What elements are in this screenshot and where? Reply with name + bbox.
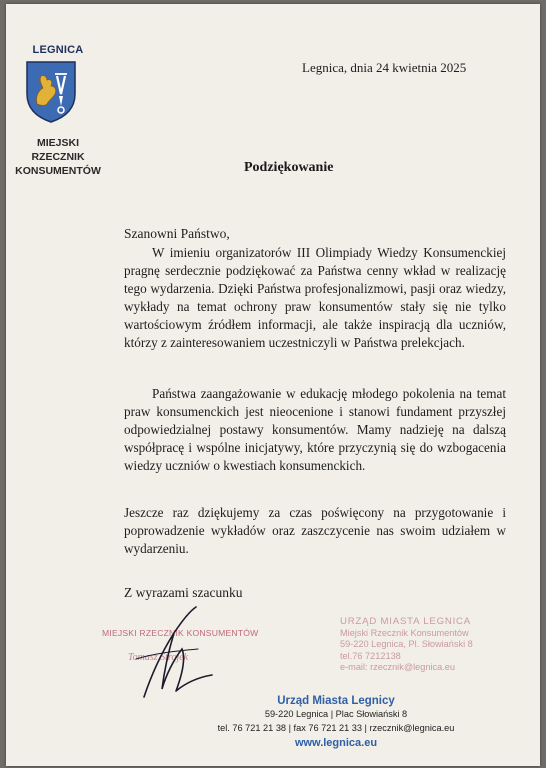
office-name <box>8 136 108 178</box>
office-line-3: KONSUMENTÓW <box>15 165 101 177</box>
footer-website-link[interactable]: www.legnica.eu <box>294 737 378 749</box>
letterhead <box>6 4 120 194</box>
footer-contact: tel. 76 721 21 38 | fax 76 721 21 33 | rzecznik@legnica.eu <box>217 723 455 733</box>
signature-stamp-title: MIEJSKI RZECZNIK KONSUMENTÓW <box>102 628 259 638</box>
letter-date: Legnica, dnia 24 kwietnia 2025 <box>302 60 467 75</box>
office-stamp-line-2: Miejski Rzecznik Konsumentów <box>340 627 469 638</box>
paragraph-1: W imieniu organizatorów III Olimpiady Wiedzy Konsumenckiej pragnę serdecznie podziękować za Państwa cenny wkład w realizację tego wydarzenia. Dzięki Państwa profesjonalizmowi, pasji oraz wiedzy, wykłady na temat ochrony praw konsumentów stały się nie tylko wartościowym źródłem informacji, ale także inspiracją dla uczniów, którzy z zainteresowaniem uczestniczyli w Państwa prelekcjach. <box>124 245 506 350</box>
city-name: LEGNICA <box>32 44 84 56</box>
footer-address: 59-220 Legnica | Plac Słowiański 8 <box>264 709 408 719</box>
footer-institution: Urząd Miasta Legnicy <box>277 695 395 707</box>
office-stamp <box>340 616 480 674</box>
handwritten-signature-icon <box>116 599 226 709</box>
office-stamp-line-5: e-mail: rzecznik@legnica.eu <box>340 662 456 672</box>
closing-phrase: Z wyrazami szacunku <box>124 585 243 600</box>
office-stamp-line-1: URZĄD MIASTA LEGNICA <box>340 616 471 627</box>
signature-stamp-name: Tomasz Strojek <box>128 652 189 663</box>
salutation: Szanowni Państwo, <box>124 226 230 241</box>
letter-title: Podziękowanie <box>244 160 334 175</box>
office-line-2: RZECZNIK <box>31 151 85 163</box>
office-line-1: MIEJSKI <box>36 137 79 149</box>
paragraph-3: Jeszcze raz dziękujemy za czas poświęcony na przygotowanie i poprowadzenie wykładów oraz zaszczycenie nas swoim udziałem w wydarzeniu. <box>124 505 506 556</box>
letter-page <box>6 4 540 766</box>
paragraph-2: Państwa zaangażowanie w edukację młodego pokolenia na temat praw konsumenckich jest nieocenione i stanowi fundament przyszłej odpowiedzialnej postawy konsumentów. Mamy nadzieję na dalszą współpracę i wspólne inicjatywy, które przyczynią się do wzbogacenia wiedzy uczniów o kwestiach konsumenckich. <box>124 386 506 473</box>
legnica-coat-of-arms-icon <box>25 60 77 124</box>
footer <box>216 695 456 749</box>
office-stamp-line-4: tel.76 7212138 <box>340 650 401 661</box>
office-stamp-line-3: 59-220 Legnica, Pl. Słowiański 8 <box>340 639 473 649</box>
